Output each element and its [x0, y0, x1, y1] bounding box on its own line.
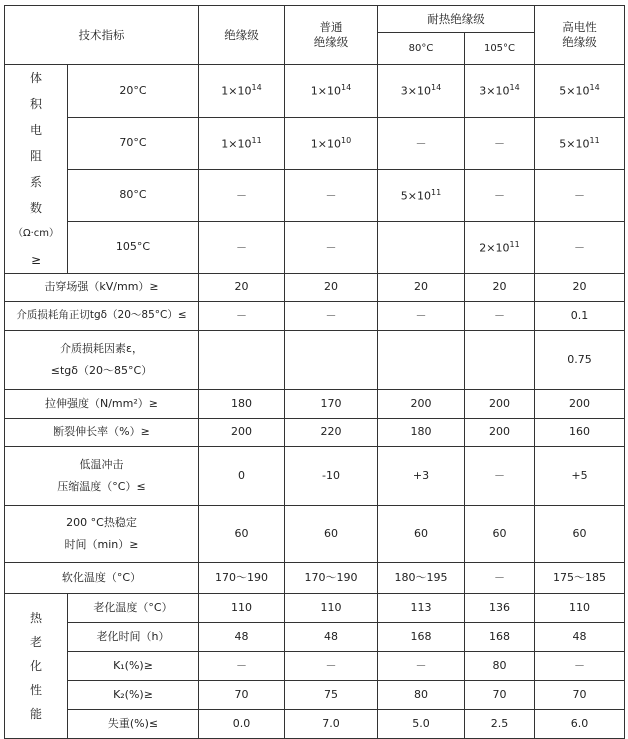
value-cell: 110	[199, 594, 285, 623]
value-cell: $5\times 10^{11}$	[535, 118, 625, 170]
value-cell: 113	[378, 594, 465, 623]
value-cell: 160	[535, 419, 625, 447]
value-cell: 75	[285, 681, 378, 710]
value-cell: 48	[535, 623, 625, 652]
value-cell: 136	[465, 594, 535, 623]
value-cell: －	[285, 170, 378, 222]
spec-table	[4, 5, 625, 739]
value-cell: －	[465, 447, 535, 506]
header-t105: 105°C	[465, 33, 535, 65]
value-cell: －	[285, 221, 378, 273]
row-label: 断裂伸长率（%）≥	[5, 419, 199, 447]
value-cell: +3	[378, 447, 465, 506]
header-normal: 普通 绝缘级	[285, 6, 378, 65]
value-cell: 0	[199, 447, 285, 506]
value-cell: 200	[465, 419, 535, 447]
row-label: 介质损耗角正切tgδ（20～85°C）≤	[5, 302, 199, 331]
value-cell: －	[285, 652, 378, 681]
value-cell: 48	[285, 623, 378, 652]
value-cell: 20	[378, 274, 465, 302]
value-cell: 200	[535, 390, 625, 419]
value-cell: 170～190	[199, 563, 285, 594]
value-cell: 110	[285, 594, 378, 623]
value-cell: 5.0	[378, 710, 465, 739]
value-cell	[199, 331, 285, 390]
value-cell: 170～190	[285, 563, 378, 594]
value-cell: $5\times 10^{11}$	[378, 170, 465, 222]
value-cell: －	[199, 652, 285, 681]
value-cell: 200	[465, 390, 535, 419]
value-cell: 60	[465, 506, 535, 563]
value-cell: 170	[285, 390, 378, 419]
value-cell: 60	[535, 506, 625, 563]
value-cell: －	[378, 118, 465, 170]
value-cell	[378, 331, 465, 390]
value-cell	[285, 331, 378, 390]
value-cell: －	[465, 563, 535, 594]
value-cell: －	[378, 652, 465, 681]
value-cell	[378, 221, 465, 273]
value-cell: 20	[199, 274, 285, 302]
value-cell: －	[378, 302, 465, 331]
value-cell: 48	[199, 623, 285, 652]
value-cell: +5	[535, 447, 625, 506]
value-cell: 2.5	[465, 710, 535, 739]
row-label: 软化温度（°C）	[5, 563, 199, 594]
value-cell: 70	[535, 681, 625, 710]
value-cell: －	[535, 221, 625, 273]
value-cell: $1\times 10^{14}$	[199, 65, 285, 118]
value-cell: 110	[535, 594, 625, 623]
value-cell: －	[465, 302, 535, 331]
value-cell: 175～185	[535, 563, 625, 594]
value-cell: 0.75	[535, 331, 625, 390]
value-cell: 60	[285, 506, 378, 563]
aging-label: 热 老 化 性 能	[5, 594, 68, 739]
value-cell: －	[199, 302, 285, 331]
value-cell: 60	[199, 506, 285, 563]
value-cell: $1\times 10^{14}$	[285, 65, 378, 118]
temp-cell: 70°C	[68, 118, 199, 170]
row-label: K₂(%)≥	[68, 681, 199, 710]
value-cell: 180～195	[378, 563, 465, 594]
row-label: 击穿场强（kV/mm）≥	[5, 274, 199, 302]
temp-cell: 20°C	[68, 65, 199, 118]
value-cell: －	[465, 170, 535, 222]
value-cell: 220	[285, 419, 378, 447]
value-cell: 7.0	[285, 710, 378, 739]
value-cell: 20	[465, 274, 535, 302]
value-cell: 20	[285, 274, 378, 302]
row-label: 拉伸强度（N/mm²）≥	[5, 390, 199, 419]
value-cell: 6.0	[535, 710, 625, 739]
value-cell: 60	[378, 506, 465, 563]
row-label: K₁(%)≥	[68, 652, 199, 681]
header-high-elec: 高电性 绝缘级	[535, 6, 625, 65]
header-heat-resistant: 耐热绝缘级	[378, 6, 535, 33]
value-cell: 168	[465, 623, 535, 652]
value-cell: －	[535, 170, 625, 222]
value-cell: 70	[465, 681, 535, 710]
value-cell: －	[285, 302, 378, 331]
value-cell: 180	[199, 390, 285, 419]
row-label: 老化温度（°C）	[68, 594, 199, 623]
value-cell: 168	[378, 623, 465, 652]
value-cell: －	[199, 170, 285, 222]
value-cell	[465, 331, 535, 390]
value-cell: $3\times 10^{14}$	[378, 65, 465, 118]
temp-cell: 105°C	[68, 221, 199, 273]
row-label: 介质损耗因素ε， ≤tgδ（20～85°C）	[5, 331, 199, 390]
value-cell: 70	[199, 681, 285, 710]
value-cell: $5\times 10^{14}$	[535, 65, 625, 118]
header-insulating: 绝缘级	[199, 6, 285, 65]
value-cell: 0.1	[535, 302, 625, 331]
value-cell: 80	[465, 652, 535, 681]
value-cell: $1\times 10^{10}$	[285, 118, 378, 170]
value-cell: －	[535, 652, 625, 681]
value-cell: 20	[535, 274, 625, 302]
value-cell: 200	[199, 419, 285, 447]
value-cell: －	[199, 221, 285, 273]
value-cell: 80	[378, 681, 465, 710]
temp-cell: 80°C	[68, 170, 199, 222]
row-label: 失重(%)≤	[68, 710, 199, 739]
value-cell: $1\times 10^{11}$	[199, 118, 285, 170]
value-cell: $2\times 10^{11}$	[465, 221, 535, 273]
value-cell: 200	[378, 390, 465, 419]
row-label: 低温冲击 压缩温度（°C）≤	[5, 447, 199, 506]
value-cell: 0.0	[199, 710, 285, 739]
row-label: 老化时间（h）	[68, 623, 199, 652]
resistivity-label: 体 积 电 阻 系 数 （Ω·cm） ≥	[5, 65, 68, 274]
row-label: 200 °C热稳定 时间（min）≥	[5, 506, 199, 563]
header-t80: 80°C	[378, 33, 465, 65]
value-cell: -10	[285, 447, 378, 506]
value-cell: $3\times 10^{14}$	[465, 65, 535, 118]
header-spec: 技术指标	[5, 6, 199, 65]
value-cell: －	[465, 118, 535, 170]
value-cell: 180	[378, 419, 465, 447]
